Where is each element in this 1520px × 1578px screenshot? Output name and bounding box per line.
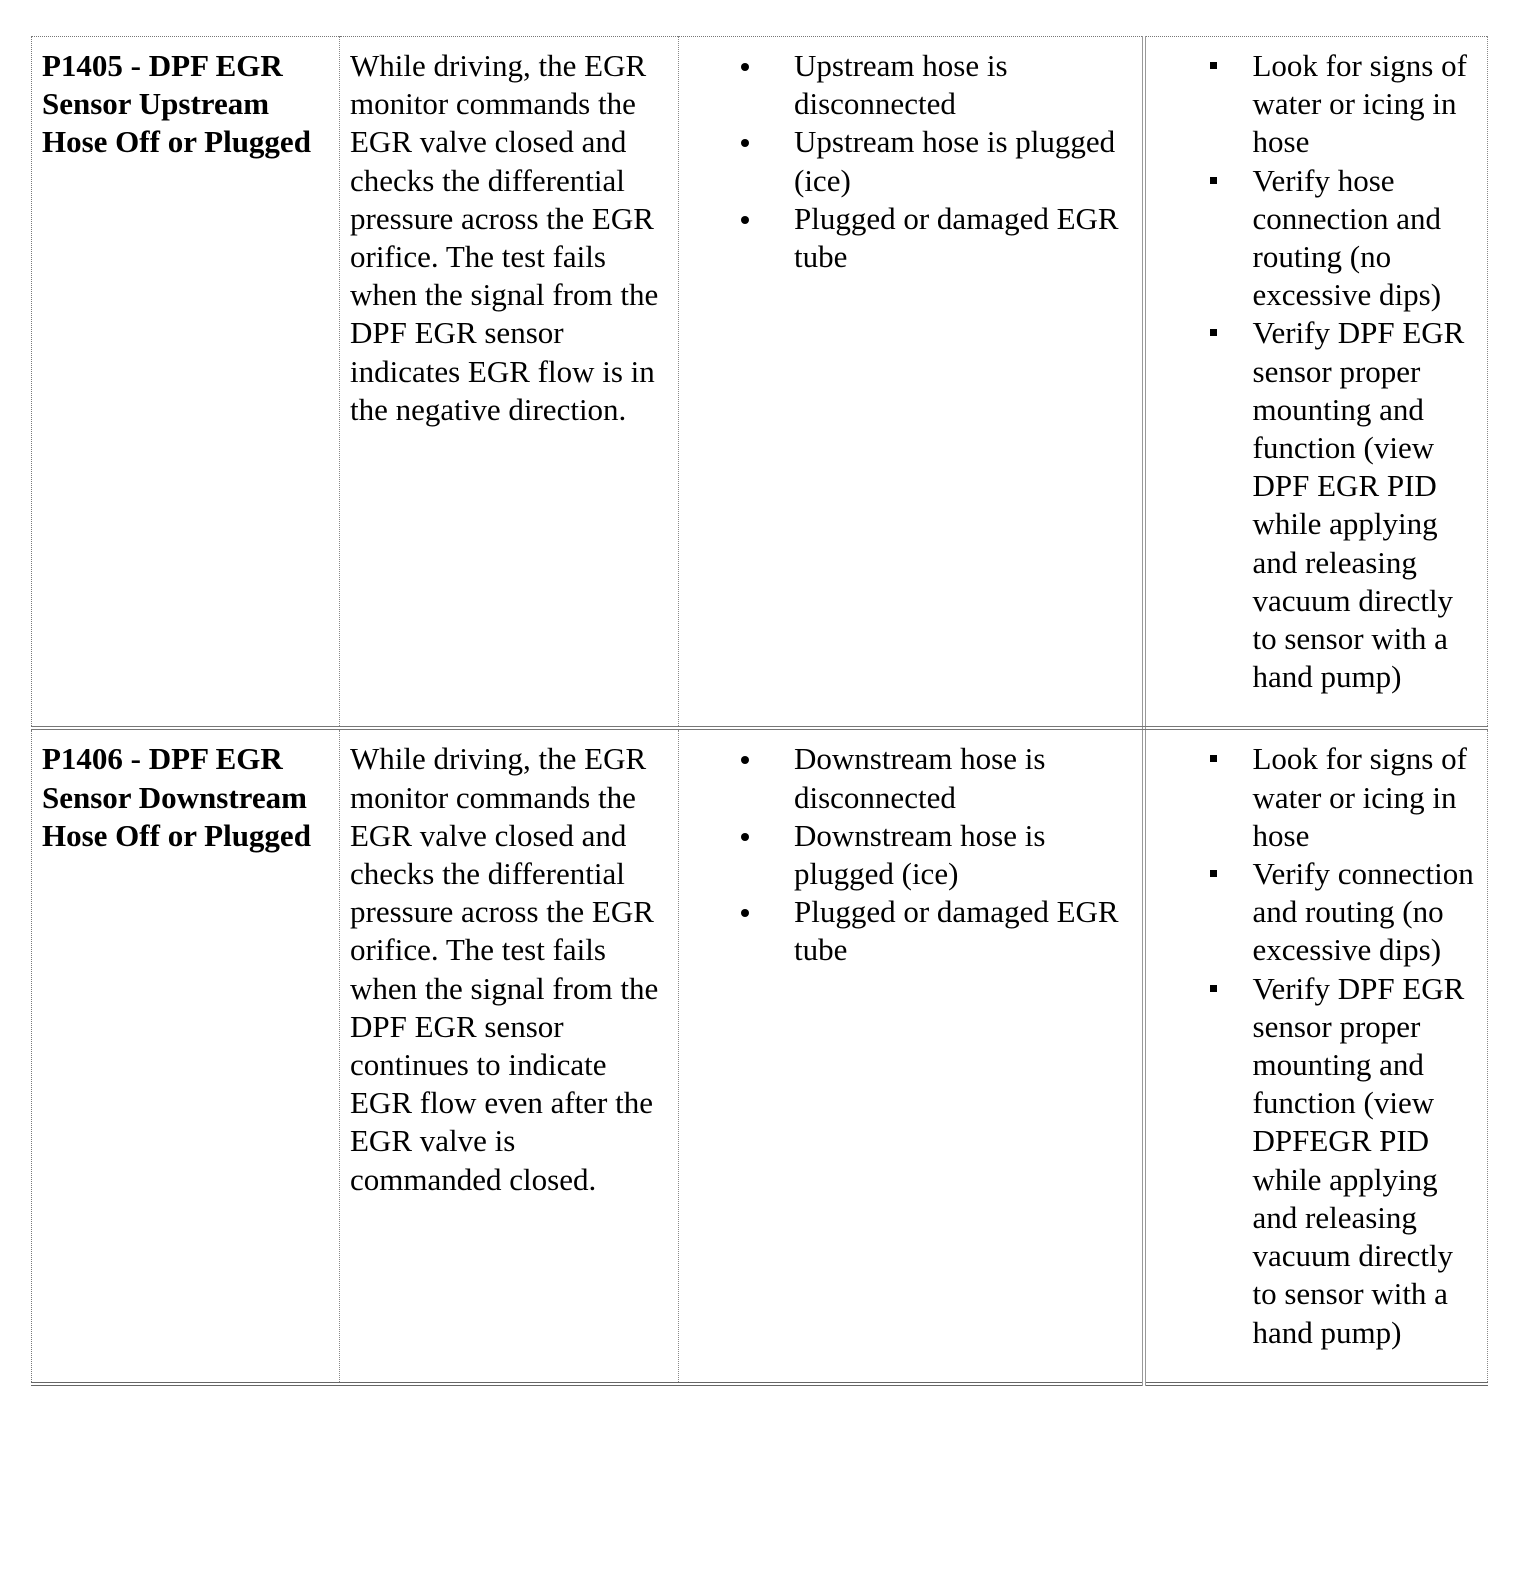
list-item: Upstream hose is plugged (ice) <box>689 123 1134 199</box>
table-row <box>32 728 1488 1383</box>
list-item: Verify DPF EGR sensor proper mounting and function (view DPFEGR PID while applying and releasing vacuum directly to sensor with a hand pump) <box>1156 970 1480 1352</box>
list-item: Verify DPF EGR sensor proper mounting and function (view DPF EGR PID while applying and releasing vacuum directly to sensor with a hand pump) <box>1156 314 1480 696</box>
diagnostic-aids-list <box>1156 740 1480 1351</box>
diagnostic-aids-cell <box>1144 728 1488 1383</box>
possible-causes-cell <box>679 728 1144 1383</box>
list-item: Plugged or damaged EGR tube <box>689 200 1134 276</box>
dtc-code: P1405 - DPF EGR Sensor Upstream Hose Off or Plugged <box>42 48 311 160</box>
list-item: Verify connection and routing (no excessive dips) <box>1156 855 1480 970</box>
possible-causes-cell <box>679 37 1144 729</box>
monitor-description: While driving, the EGR monitor commands the EGR valve closed and checks the differential pressure across the EGR orifice. The test fails when the signal from the DPF EGR sensor continues to indicate EGR flow even after the EGR valve is commanded closed. <box>350 741 659 1197</box>
dtc-code: P1406 - DPF EGR Sensor Downstream Hose Off or Plugged <box>42 741 311 853</box>
list-item: Look for signs of water or icing in hose <box>1156 740 1480 855</box>
monitor-description: While driving, the EGR monitor commands the EGR valve closed and checks the differential pressure across the EGR orifice. The test fails when the signal from the DPF EGR sensor indicates EGR flow is in the negative direction. <box>350 48 659 427</box>
monitor-description-cell <box>340 728 679 1383</box>
dtc-table <box>31 36 1488 1386</box>
possible-causes-list <box>689 740 1134 969</box>
possible-causes-list <box>689 47 1134 276</box>
monitor-description-cell <box>340 37 679 729</box>
list-item: Plugged or damaged EGR tube <box>689 893 1134 969</box>
diagnostic-aids-cell <box>1144 37 1488 729</box>
list-item: Upstream hose is disconnected <box>689 47 1134 123</box>
table-row <box>32 37 1488 729</box>
list-item: Verify hose connection and routing (no excessive dips) <box>1156 162 1480 315</box>
list-item: Look for signs of water or icing in hose <box>1156 47 1480 162</box>
dtc-code-cell <box>32 37 340 729</box>
diagnostic-aids-list <box>1156 47 1480 696</box>
list-item: Downstream hose is disconnected <box>689 740 1134 816</box>
list-item: Downstream hose is plugged (ice) <box>689 817 1134 893</box>
dtc-code-cell <box>32 728 340 1383</box>
